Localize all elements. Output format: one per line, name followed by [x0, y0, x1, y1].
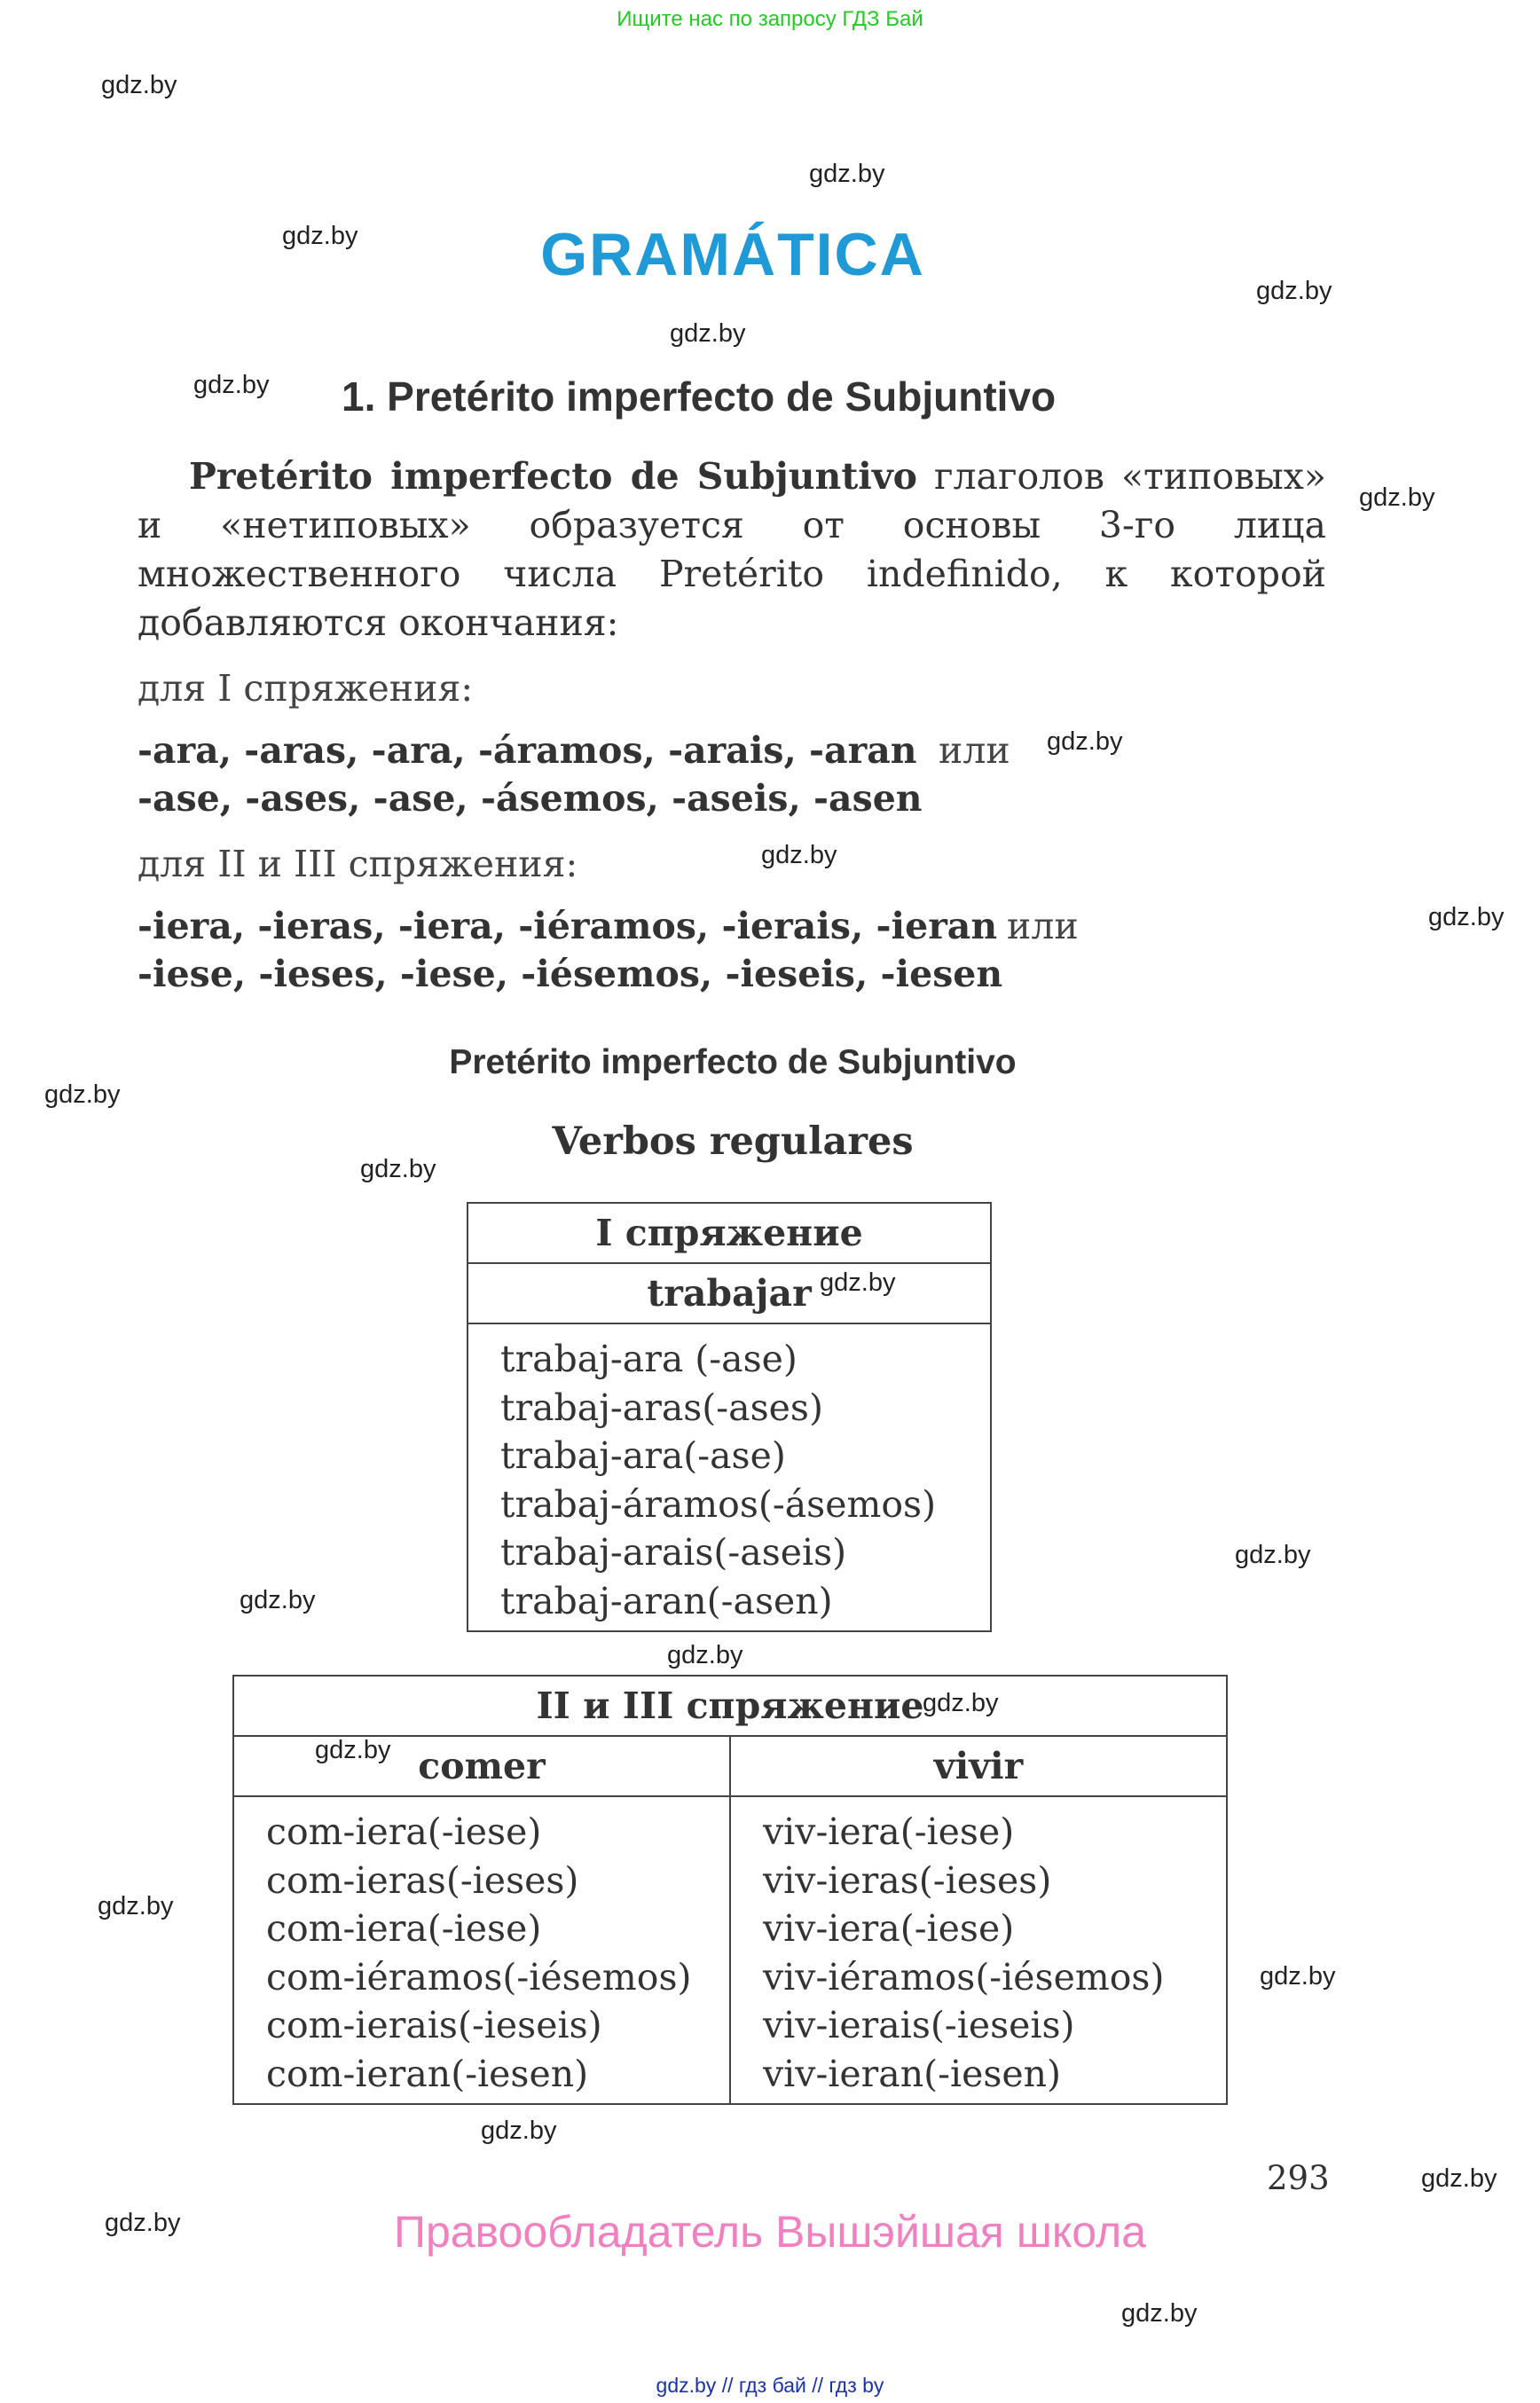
- table2-form: viv-ieran(-iesen): [763, 2052, 1062, 2095]
- watermark: gdz.by: [670, 319, 746, 348]
- watermark: gdz.by: [1047, 727, 1123, 756]
- watermark: gdz.by: [1428, 903, 1505, 931]
- watermark: gdz.by: [923, 1689, 999, 1717]
- watermark: gdz.by: [809, 160, 885, 188]
- conjugation-table-2: [232, 1675, 1228, 2105]
- table2-verb-comer: comer: [233, 1736, 730, 1796]
- conj23-or: или: [1007, 905, 1079, 947]
- table2-form: com-ieras(-ieses): [266, 1858, 579, 1902]
- rights-holder: Правообладатель Вышэйшая школа: [394, 2207, 1146, 2257]
- table-subtitle: Verbos regulares: [552, 1119, 914, 1164]
- watermark: gdz.by: [105, 2209, 181, 2237]
- conj1-endings-1: -ara, -aras, -ara, -áramos, -arais, -aran: [138, 729, 917, 772]
- intro-term: Pretérito imperfecto de Subjuntivo: [189, 455, 917, 498]
- watermark: gdz.by: [315, 1736, 391, 1764]
- watermark: gdz.by: [1121, 2299, 1198, 2328]
- table1-forms: [468, 1323, 991, 1631]
- table2-form: viv-ieras(-ieses): [763, 1858, 1052, 1902]
- watermark: gdz.by: [282, 222, 358, 250]
- table2-verb-vivir: vivir: [730, 1736, 1227, 1796]
- watermark: gdz.by: [44, 1080, 121, 1109]
- table2-forms-comer: [233, 1796, 730, 2104]
- table2-form: com-ieran(-iesen): [266, 2052, 589, 2095]
- footer-links[interactable]: gdz.by // гдз бай // гдз by: [656, 2374, 884, 2397]
- table2-form: com-iera(-iese): [266, 1810, 542, 1853]
- watermark: gdz.by: [761, 841, 837, 869]
- watermark: gdz.by: [1235, 1541, 1311, 1569]
- table1-form: trabaj-aras(-ases): [500, 1386, 823, 1429]
- table2-form: viv-ierais(-ieseis): [763, 2004, 1075, 2046]
- watermark: gdz.by: [360, 1155, 436, 1183]
- table1-form: trabaj-ara (-ase): [500, 1338, 798, 1380]
- watermark: gdz.by: [240, 1586, 316, 1614]
- table2-form: viv-iera(-iese): [763, 1810, 1015, 1853]
- watermark: gdz.by: [101, 71, 177, 99]
- conjugation-table-1: [467, 1202, 992, 1632]
- table2-form: viv-iéramos(-iésemos): [763, 1955, 1165, 1999]
- conj23-endings-2: -iese, -ieses, -iese, -iésemos, -ieseis, -iesen: [138, 953, 1003, 995]
- conj1-label: для I спряжения:: [138, 667, 474, 710]
- table1-form: trabaj-ara(-ase): [500, 1434, 786, 1477]
- watermark: gdz.by: [1421, 2164, 1497, 2193]
- conj1-or: или: [939, 729, 1010, 772]
- watermark: gdz.by: [667, 1641, 743, 1669]
- table2-form: viv-iera(-iese): [763, 1907, 1015, 1950]
- intro-paragraph: [138, 452, 1326, 648]
- conj23-label: для II и III спряжения:: [138, 843, 578, 885]
- watermark: gdz.by: [820, 1268, 896, 1297]
- table2-header: II и III спряжение: [233, 1676, 1227, 1736]
- watermark: gdz.by: [1260, 1962, 1336, 1991]
- table2-form: com-ierais(-ieseis): [266, 2004, 602, 2046]
- section-title: 1. Pretérito imperfecto de Subjuntivo: [342, 373, 1057, 420]
- watermark: gdz.by: [193, 371, 270, 399]
- table1-form: trabaj-arais(-aseis): [500, 1531, 847, 1574]
- table2-form: com-iera(-iese): [266, 1907, 542, 1950]
- page-number: 293: [1267, 2159, 1330, 2197]
- watermark: gdz.by: [1256, 277, 1332, 305]
- table1-form: trabaj-áramos(-ásemos): [500, 1482, 937, 1526]
- table2-forms-vivir: [730, 1796, 1227, 2104]
- conj23-endings-1: -iera, -ieras, -iera, -iéramos, -ierais, -ieran: [138, 905, 998, 947]
- table1-header: I спряжение: [468, 1203, 991, 1263]
- top-banner: Ищите нас по запросу ГДЗ Бай: [617, 7, 923, 31]
- conj1-endings-2: -ase, -ases, -ase, -ásemos, -aseis, -asen: [138, 777, 923, 820]
- table1-form: trabaj-aran(-asen): [500, 1579, 833, 1622]
- table-title: Pretérito imperfecto de Subjuntivo: [449, 1043, 1017, 1081]
- watermark: gdz.by: [481, 2116, 557, 2145]
- watermark: gdz.by: [1359, 483, 1435, 512]
- table1-verb: trabajar: [468, 1263, 991, 1323]
- table2-form: com-iéramos(-iésemos): [266, 1955, 692, 1999]
- watermark: gdz.by: [98, 1892, 174, 1920]
- intro-text: глаголов «типовых» и «нетиповых» образуется от основы 3-го лица множественного числа Pretérito indefinido, к которой добавляются окончания:: [138, 455, 1326, 644]
- page-title: GRAMÁTICA: [540, 221, 925, 288]
